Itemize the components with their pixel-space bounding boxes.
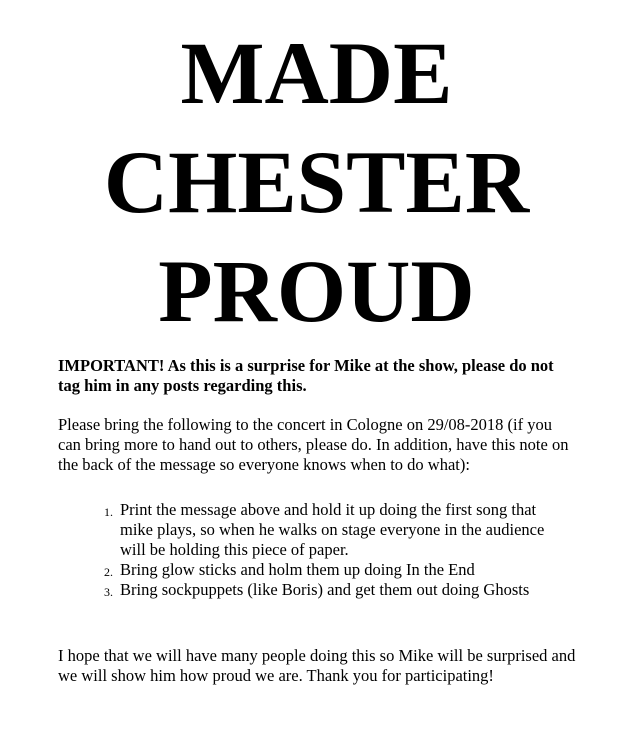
important-notice: IMPORTANT! As this is a surprise for Mike at the show, please do not tag him in any posts regarding this.: [58, 356, 554, 395]
headline-line: CHESTER: [103, 134, 530, 232]
list-item-text: Bring glow sticks and holm them up doing In the End: [120, 560, 475, 579]
headline-line: MADE: [180, 25, 453, 123]
list-item: [104, 500, 570, 560]
headline-line: PROUD: [158, 243, 475, 341]
intro-paragraph: Please bring the following to the concert in Cologne on 29/08-2018 (if you can bring more to hand out to others, please do. In addition, have this note on the back of the message so everyone knows when to do what):: [58, 415, 569, 474]
list-number: 3.: [104, 585, 113, 599]
list-item-text: Bring sockpuppets (like Boris) and get them out doing Ghosts: [120, 580, 530, 599]
list-item: [104, 580, 570, 600]
list-item-text: Print the message above and hold it up doing the first song that mike plays, so when he walks on stage everyone in the audience will be holding this piece of paper.: [120, 500, 545, 559]
instructions-list: [104, 500, 570, 600]
headline: [0, 20, 633, 347]
closing-paragraph: I hope that we will have many people doing this so Mike will be surprised and we will show him how proud we are. Thank you for participating!: [58, 646, 576, 685]
list-number: 2.: [104, 565, 113, 579]
list-number: 1.: [104, 505, 113, 519]
list-item: [104, 560, 570, 580]
